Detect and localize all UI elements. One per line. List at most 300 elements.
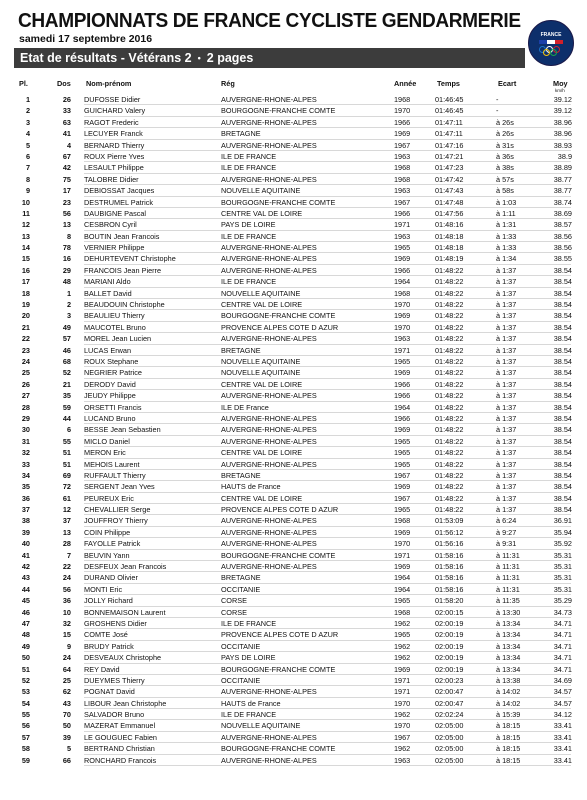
cell-moy: 38.54 xyxy=(553,425,572,435)
cell-ecart: - xyxy=(496,95,499,104)
cell-nom: DUEYMES Thierry xyxy=(84,675,145,685)
cell-pl: 56 xyxy=(21,721,30,731)
cell-dos: 1 xyxy=(66,288,71,298)
cell-ecart: à 11:35 xyxy=(496,596,520,606)
cell-ecart: à 38s xyxy=(496,163,514,173)
table-row xyxy=(0,550,587,561)
cell-moy: 38.54 xyxy=(553,345,572,355)
table-row xyxy=(0,333,587,344)
cell-nom: DAUBIGNE Pascal xyxy=(84,208,147,218)
cell-dos: 70 xyxy=(62,710,71,720)
cell-temps: 02:00:19 xyxy=(435,653,464,663)
table-row xyxy=(0,504,587,515)
cell-temps: 02:00:23 xyxy=(435,675,464,685)
cell-nom: JEUDY Philippe xyxy=(84,391,136,401)
table-row xyxy=(0,322,587,333)
col-pl: Pl. xyxy=(19,79,28,88)
table-row xyxy=(0,572,587,583)
cell-ecart: à 1:37 xyxy=(496,356,517,366)
cell-ecart: - xyxy=(496,106,499,116)
cell-pl: 13 xyxy=(21,231,30,241)
cell-dos: 35 xyxy=(62,391,71,401)
table-row xyxy=(0,345,587,356)
cell-temps: 01:56:16 xyxy=(435,539,464,549)
table-row xyxy=(0,470,587,481)
cell-nom: NEGRIER Patrice xyxy=(84,368,142,378)
cell-ecart: à 36s xyxy=(496,151,514,161)
cell-nom: LUCAS Erwan xyxy=(84,345,132,355)
cell-nom: SERGENT Jean Yves xyxy=(84,482,155,492)
cell-dos: 37 xyxy=(62,516,71,526)
cell-ecart: à 1:37 xyxy=(496,448,517,458)
cell-reg: OCCITANIE xyxy=(221,675,261,685)
cell-annee: 1969 xyxy=(394,129,411,139)
cell-temps: 01:56:12 xyxy=(435,527,464,537)
cell-moy: 38.96 xyxy=(553,117,572,127)
cell-reg: NOUVELLE AQUITAINE xyxy=(221,368,301,378)
cell-ecart: à 1:31 xyxy=(496,220,517,230)
cell-moy: 38.69 xyxy=(553,208,572,218)
cell-annee: 1970 xyxy=(394,698,411,708)
cell-ecart: à 15:39 xyxy=(496,710,521,720)
cell-reg: CENTRE VAL DE LOIRE xyxy=(221,208,303,218)
cell-pl: 18 xyxy=(21,288,30,298)
cell-pl: 1 xyxy=(25,95,30,104)
col-nom: Nom-prénom xyxy=(86,79,132,88)
table-row xyxy=(0,288,587,299)
cell-moy: 38.57 xyxy=(553,220,572,230)
cell-ecart: à 1:37 xyxy=(496,505,517,515)
cell-reg: OCCITANIE xyxy=(221,641,261,651)
cell-temps: 01:46:45 xyxy=(435,95,464,104)
cell-dos: 57 xyxy=(62,334,71,344)
cell-pl: 2 xyxy=(25,106,30,116)
table-row xyxy=(0,231,587,242)
cell-pl: 14 xyxy=(21,243,30,253)
cell-annee: 1971 xyxy=(394,345,411,355)
cell-ecart: à 13:34 xyxy=(496,641,521,651)
cell-annee: 1964 xyxy=(394,584,411,594)
cell-temps: 01:48:22 xyxy=(435,265,464,275)
cell-annee: 1962 xyxy=(394,641,411,651)
table-header xyxy=(0,79,587,91)
cell-annee: 1963 xyxy=(394,755,411,765)
cell-nom: BONNEMAISON Laurent xyxy=(84,607,166,617)
table-row xyxy=(0,595,587,606)
cell-moy: 35.31 xyxy=(553,584,572,594)
table-row xyxy=(0,242,587,253)
cell-annee: 1969 xyxy=(394,368,411,378)
cell-pl: 6 xyxy=(25,151,30,161)
cell-temps: 01:47:56 xyxy=(435,208,464,218)
cell-annee: 1970 xyxy=(394,322,411,332)
cell-ecart: à 31s xyxy=(496,140,514,150)
cell-reg: AUVERGNE-RHONE-ALPES xyxy=(221,527,317,537)
cell-nom: TALOBRE Didier xyxy=(84,174,139,184)
cell-temps: 01:47:42 xyxy=(435,174,464,184)
cell-nom: BESSE Jean Sebastien xyxy=(84,425,161,435)
cell-pl: 57 xyxy=(21,732,30,742)
cell-reg: AUVERGNE-RHONE-ALPES xyxy=(221,436,317,446)
cell-dos: 12 xyxy=(62,505,71,515)
cell-annee: 1971 xyxy=(394,687,411,697)
cell-dos: 56 xyxy=(62,208,71,218)
cell-temps: 01:48:22 xyxy=(435,425,464,435)
cell-pl: 27 xyxy=(21,391,30,401)
table-row xyxy=(0,493,587,504)
cell-temps: 01:48:22 xyxy=(435,277,464,287)
cell-nom: RONCHARD Francois xyxy=(84,755,157,765)
cell-dos: 33 xyxy=(62,106,71,116)
cell-pl: 29 xyxy=(21,413,30,423)
cell-ecart: à 18:15 xyxy=(496,744,521,754)
cell-ecart: à 18:15 xyxy=(496,732,521,742)
cell-pl: 26 xyxy=(21,379,30,389)
cell-ecart: à 11:31 xyxy=(496,550,520,560)
cell-dos: 51 xyxy=(62,459,71,469)
col-moy-unit: km/h xyxy=(555,88,565,93)
cell-nom: COIN Philippe xyxy=(84,527,131,537)
cell-annee: 1965 xyxy=(394,448,411,458)
cell-dos: 5 xyxy=(66,744,71,754)
cell-dos: 78 xyxy=(62,243,71,253)
cell-dos: 49 xyxy=(62,322,71,332)
cell-ecart: à 58s xyxy=(496,186,514,196)
cell-pl: 4 xyxy=(25,129,30,139)
cell-nom: LESAULT Philippe xyxy=(84,163,144,173)
cell-nom: ORSETTI Francis xyxy=(84,402,142,412)
cell-nom: MARIANI Aldo xyxy=(84,277,131,287)
cell-annee: 1965 xyxy=(394,243,411,253)
cell-pl: 36 xyxy=(21,493,30,503)
cell-nom: GROSHENS Didier xyxy=(84,618,147,628)
cell-reg: BRETAGNE xyxy=(221,470,261,480)
cell-temps: 01:47:11 xyxy=(435,117,463,127)
cell-moy: 38.77 xyxy=(553,174,572,184)
cell-moy: 34.71 xyxy=(553,664,572,674)
cell-dos: 15 xyxy=(62,630,71,640)
cell-dos: 75 xyxy=(62,174,71,184)
cell-pl: 52 xyxy=(21,675,30,685)
cell-reg: BOURGOGNE-FRANCHE COMTE xyxy=(221,197,336,207)
cell-nom: DURAND Olivier xyxy=(84,573,138,583)
table-row xyxy=(0,720,587,731)
cell-dos: 50 xyxy=(62,721,71,731)
cell-dos: 56 xyxy=(62,584,71,594)
cell-nom: BERTRAND Christian xyxy=(84,744,155,754)
cell-temps: 02:05:00 xyxy=(435,755,464,765)
cell-nom: MICLO Daniel xyxy=(84,436,130,446)
table-row xyxy=(0,208,587,219)
cell-reg: NOUVELLE AQUITAINE xyxy=(221,721,301,731)
cell-dos: 62 xyxy=(62,687,71,697)
cell-reg: PROVENCE ALPES COTE D AZUR xyxy=(221,630,339,640)
cell-moy: 38.56 xyxy=(553,243,572,253)
cell-reg: AUVERGNE-RHONE-ALPES xyxy=(221,140,317,150)
cell-dos: 42 xyxy=(62,163,71,173)
cell-nom: RAGOT Frederic xyxy=(84,117,139,127)
cell-annee: 1970 xyxy=(394,539,411,549)
cell-moy: 38.54 xyxy=(553,413,572,423)
cell-ecart: à 11:31 xyxy=(496,573,520,583)
cell-reg: BOURGOGNE-FRANCHE COMTE xyxy=(221,550,336,560)
cell-moy: 34.57 xyxy=(553,698,572,708)
cell-pl: 7 xyxy=(25,163,30,173)
cell-moy: 38.54 xyxy=(553,300,572,310)
table-row xyxy=(0,253,587,264)
cell-nom: DEHURTEVENT Christophe xyxy=(84,254,176,264)
results-table xyxy=(0,94,587,766)
cell-annee: 1968 xyxy=(394,516,411,526)
cell-ecart: à 1:37 xyxy=(496,470,517,480)
cell-pl: 51 xyxy=(21,664,30,674)
cell-nom: DUFOSSE Didier xyxy=(84,95,141,104)
cell-nom: BOUTIN Jean Francois xyxy=(84,231,160,241)
table-row xyxy=(0,140,587,151)
cell-temps: 01:48:16 xyxy=(435,220,464,230)
cell-pl: 48 xyxy=(21,630,30,640)
cell-annee: 1964 xyxy=(394,277,411,287)
cell-nom: LIBOUR Jean Christophe xyxy=(84,698,167,708)
cell-annee: 1965 xyxy=(394,436,411,446)
cell-temps: 01:48:22 xyxy=(435,356,464,366)
cell-moy: 33.41 xyxy=(553,721,572,731)
cell-reg: BOURGOGNE-FRANCHE COMTE xyxy=(221,744,336,754)
table-row xyxy=(0,732,587,743)
page-count: 2 pages xyxy=(206,51,254,65)
cell-ecart: à 1:37 xyxy=(496,402,517,412)
cell-temps: 02:05:00 xyxy=(435,744,464,754)
flag-stripes xyxy=(539,40,563,44)
cell-temps: 02:02:24 xyxy=(435,710,464,720)
cell-moy: 34.71 xyxy=(553,618,572,628)
cell-moy: 38.54 xyxy=(553,277,572,287)
table-row xyxy=(0,641,587,652)
cell-pl: 35 xyxy=(21,482,30,492)
table-row xyxy=(0,607,587,618)
table-row xyxy=(0,515,587,526)
cell-temps: 02:00:47 xyxy=(435,687,464,697)
cell-annee: 1965 xyxy=(394,459,411,469)
table-row xyxy=(0,447,587,458)
cell-ecart: à 13:34 xyxy=(496,653,521,663)
cell-moy: 38.56 xyxy=(553,231,572,241)
cell-moy: 38.54 xyxy=(553,356,572,366)
cell-ecart: à 11:31 xyxy=(496,562,520,572)
cell-nom: PEUREUX Eric xyxy=(84,493,134,503)
cell-ecart: à 13:34 xyxy=(496,618,521,628)
table-row xyxy=(0,664,587,675)
cell-nom: DERODY David xyxy=(84,379,136,389)
cell-pl: 55 xyxy=(21,710,30,720)
cell-pl: 17 xyxy=(21,277,30,287)
cell-dos: 39 xyxy=(62,732,71,742)
cell-pl: 11 xyxy=(22,208,30,218)
cell-moy: 38.54 xyxy=(553,391,572,401)
cell-pl: 59 xyxy=(21,755,30,765)
cell-ecart: à 1:37 xyxy=(496,379,517,389)
table-row xyxy=(0,390,587,401)
cell-dos: 66 xyxy=(62,755,71,765)
cell-moy: 38.96 xyxy=(553,129,572,139)
cell-dos: 72 xyxy=(62,482,71,492)
cell-ecart: à 13:34 xyxy=(496,664,521,674)
cell-ecart: à 1:37 xyxy=(496,482,517,492)
cell-annee: 1967 xyxy=(394,732,411,742)
cell-annee: 1971 xyxy=(394,550,411,560)
cell-pl: 23 xyxy=(21,345,30,355)
cell-temps: 02:05:00 xyxy=(435,721,464,731)
cell-dos: 23 xyxy=(62,197,71,207)
cell-annee: 1968 xyxy=(394,95,411,104)
cell-moy: 38.54 xyxy=(553,482,572,492)
cell-nom: POGNAT David xyxy=(84,687,135,697)
cell-reg: AUVERGNE-RHONE-ALPES xyxy=(221,732,317,742)
cell-ecart: à 13:38 xyxy=(496,675,521,685)
cell-nom: BERNARD Thierry xyxy=(84,140,145,150)
cell-dos: 7 xyxy=(66,550,71,560)
cell-nom: REY David xyxy=(84,664,120,674)
cell-temps: 02:05:00 xyxy=(435,732,464,742)
cell-reg: ILE DE FRANCE xyxy=(221,151,277,161)
cell-temps: 02:00:19 xyxy=(435,630,464,640)
cell-reg: HAUTS de France xyxy=(221,698,281,708)
table-row xyxy=(0,686,587,697)
cell-annee: 1967 xyxy=(394,140,411,150)
table-row xyxy=(0,698,587,709)
cell-ecart: à 14:02 xyxy=(496,698,521,708)
cell-ecart: à 1:37 xyxy=(496,334,517,344)
cell-annee: 1969 xyxy=(394,664,411,674)
cell-moy: 38.54 xyxy=(553,493,572,503)
cell-dos: 13 xyxy=(62,220,71,230)
table-row xyxy=(0,219,587,230)
cell-dos: 44 xyxy=(62,413,71,423)
cell-ecart: à 18:15 xyxy=(496,721,521,731)
cell-temps: 01:48:22 xyxy=(435,448,464,458)
cell-temps: 01:48:22 xyxy=(435,379,464,389)
cell-moy: 38.54 xyxy=(553,470,572,480)
cell-nom: DESTRUMEL Patrick xyxy=(84,197,154,207)
cell-pl: 12 xyxy=(21,220,30,230)
table-row xyxy=(0,709,587,720)
cell-temps: 01:48:22 xyxy=(435,493,464,503)
cell-nom: CESBRON Cyril xyxy=(84,220,137,230)
cell-ecart: à 1:37 xyxy=(496,413,517,423)
cell-nom: MAZERAT Emmanuel xyxy=(84,721,156,731)
cell-reg: NOUVELLE AQUITAINE xyxy=(221,356,301,366)
cell-pl: 47 xyxy=(21,618,30,628)
col-dos: Dos xyxy=(57,79,71,88)
cell-temps: 01:48:22 xyxy=(435,482,464,492)
cell-annee: 1965 xyxy=(394,356,411,366)
page-title: CHAMPIONNATS DE FRANCE CYCLISTE GENDARMERIE xyxy=(18,9,521,32)
cell-ecart: à 1:37 xyxy=(496,493,517,503)
table-row xyxy=(0,743,587,754)
cell-dos: 22 xyxy=(62,562,71,572)
cell-nom: LUCAND Bruno xyxy=(84,413,136,423)
table-row xyxy=(0,538,587,549)
cell-reg: ILE DE FRANCE xyxy=(221,231,277,241)
cell-pl: 20 xyxy=(21,311,30,321)
cell-ecart: à 13:30 xyxy=(496,607,521,617)
cell-nom: DESVEAUX Christophe xyxy=(84,653,162,663)
table-row xyxy=(0,402,587,413)
cell-dos: 51 xyxy=(62,448,71,458)
cell-reg: PROVENCE ALPES COTE D AZUR xyxy=(221,322,339,332)
cell-dos: 13 xyxy=(62,527,71,537)
cell-dos: 2 xyxy=(66,300,71,310)
cell-moy: 35.29 xyxy=(553,596,572,606)
cell-nom: BEAUDOUIN Christophe xyxy=(84,300,165,310)
cell-nom: CHEVALLIER Serge xyxy=(84,505,151,515)
cell-reg: BOURGOGNE-FRANCHE COMTE xyxy=(221,106,336,116)
cell-dos: 17 xyxy=(62,186,71,196)
cell-reg: CORSE xyxy=(221,607,247,617)
cell-annee: 1970 xyxy=(394,721,411,731)
cell-annee: 1966 xyxy=(394,379,411,389)
cell-ecart: à 1:37 xyxy=(496,265,517,275)
cell-pl: 44 xyxy=(21,584,30,594)
cell-temps: 01:58:20 xyxy=(435,596,464,606)
cell-reg: AUVERGNE-RHONE-ALPES xyxy=(221,687,317,697)
cell-ecart: à 1:37 xyxy=(496,300,517,310)
cell-moy: 38.55 xyxy=(553,254,572,264)
cell-annee: 1963 xyxy=(394,231,411,241)
col-ecart: Ecart xyxy=(498,79,517,88)
cell-pl: 46 xyxy=(21,607,30,617)
cell-annee: 1969 xyxy=(394,425,411,435)
cell-temps: 01:47:43 xyxy=(435,186,464,196)
cell-reg: CENTRE VAL DE LOIRE xyxy=(221,493,303,503)
cell-ecart: à 1:03 xyxy=(496,197,517,207)
cell-annee: 1962 xyxy=(394,618,411,628)
cell-moy: 38.93 xyxy=(553,140,572,150)
cell-nom: JOLLY Richard xyxy=(84,596,133,606)
cell-ecart: à 14:02 xyxy=(496,687,521,697)
cell-reg: ILE DE FRANCE xyxy=(221,277,277,287)
cell-moy: 34.69 xyxy=(553,675,572,685)
cell-temps: 01:48:22 xyxy=(435,368,464,378)
cell-moy: 38.54 xyxy=(553,265,572,275)
cell-moy: 36.91 xyxy=(553,516,572,526)
cell-reg: AUVERGNE-RHONE-ALPES xyxy=(221,254,317,264)
cell-reg: AUVERGNE-RHONE-ALPES xyxy=(221,425,317,435)
cell-pl: 22 xyxy=(21,334,30,344)
table-row xyxy=(0,162,587,173)
cell-annee: 1962 xyxy=(394,710,411,720)
cell-dos: 28 xyxy=(62,539,71,549)
cell-dos: 21 xyxy=(62,379,71,389)
cell-temps: 01:58:16 xyxy=(435,584,464,594)
cell-nom: BEUVIN Yann xyxy=(84,550,130,560)
col-moy: Moy xyxy=(553,79,568,88)
table-row xyxy=(0,436,587,447)
cell-ecart: à 1:37 xyxy=(496,436,517,446)
cell-reg: AUVERGNE-RHONE-ALPES xyxy=(221,539,317,549)
federation-logo xyxy=(528,20,574,66)
cell-dos: 64 xyxy=(62,664,71,674)
cell-annee: 1967 xyxy=(394,197,411,207)
cell-reg: AUVERGNE-RHONE-ALPES xyxy=(221,516,317,526)
cell-annee: 1964 xyxy=(394,573,411,583)
cell-reg: ILE DE France xyxy=(221,402,269,412)
cell-nom: MOREL Jean Lucien xyxy=(84,334,152,344)
cell-moy: 33.41 xyxy=(553,744,572,754)
cell-ecart: à 1:33 xyxy=(496,231,517,241)
table-row xyxy=(0,459,587,470)
cell-annee: 1966 xyxy=(394,391,411,401)
